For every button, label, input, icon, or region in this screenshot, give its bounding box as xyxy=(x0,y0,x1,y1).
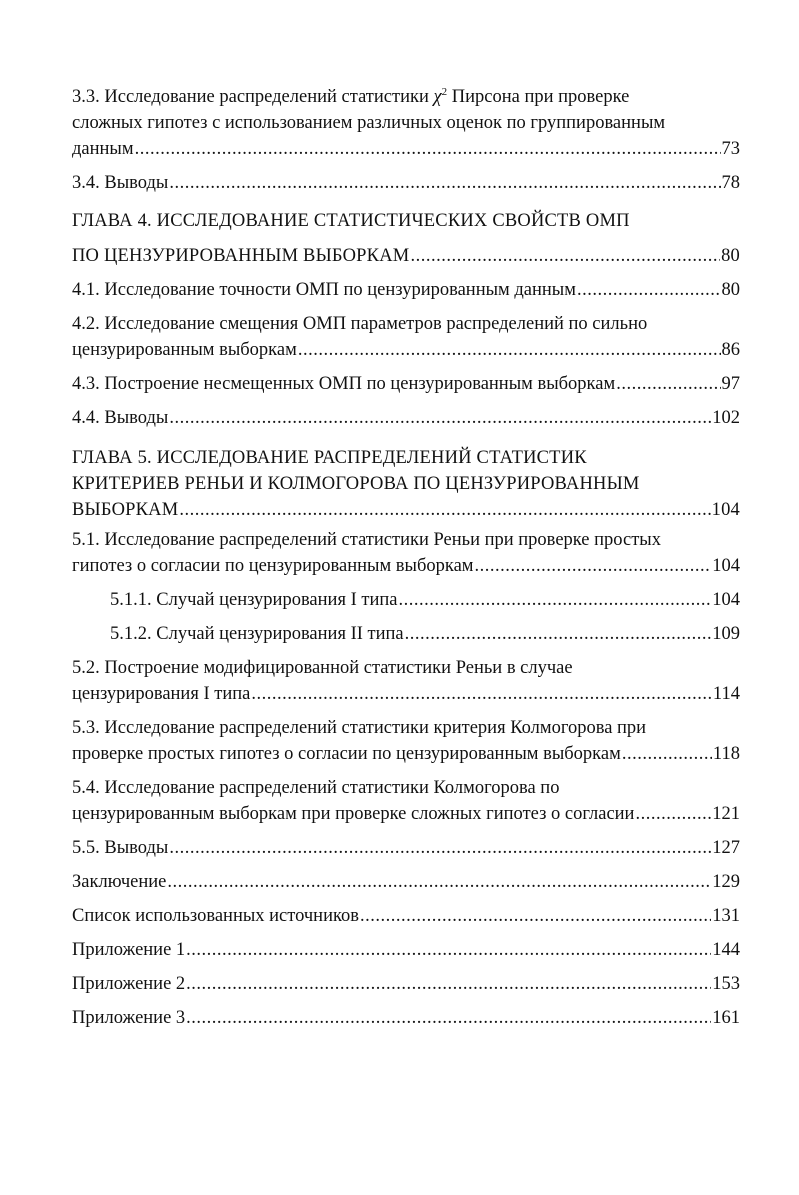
toc-entry-5-2[interactable] xyxy=(72,655,740,707)
leader-dots xyxy=(167,869,711,895)
leader-dots xyxy=(398,587,711,613)
leader-dots xyxy=(410,243,720,269)
toc-entry-4-1[interactable] xyxy=(72,277,740,303)
page-number: 131 xyxy=(712,906,740,926)
leader-dots xyxy=(186,971,711,997)
toc-entry-text: 4.3. Построение несмещенных ОМП по цензурированным выборкам xyxy=(72,374,616,394)
toc-entry-5-1-2[interactable] xyxy=(72,621,740,647)
toc-entry-appendix-2[interactable] xyxy=(72,971,740,997)
toc-entry-conclusion[interactable] xyxy=(72,869,740,895)
leader-dots xyxy=(169,835,711,861)
toc-entry-text: цензурированным выборкам при проверке сложных гипотез о согласии xyxy=(72,804,635,824)
toc-entry-5-5[interactable] xyxy=(72,835,740,861)
leader-dots xyxy=(251,681,712,707)
page-number: 144 xyxy=(712,940,740,960)
page-number: 86 xyxy=(721,340,740,360)
page-number: 129 xyxy=(712,872,740,892)
page-number: 104 xyxy=(712,590,740,610)
leader-dots xyxy=(298,337,721,363)
toc-entry-text: ПО ЦЕНЗУРИРОВАННЫМ ВЫБОРКАМ xyxy=(72,246,410,266)
toc-entry-text: Список использованных источников xyxy=(72,906,360,926)
leader-dots xyxy=(577,277,721,303)
leader-dots xyxy=(360,903,711,929)
toc-entry-text: проверке простых гипотез о согласии по цензурированным выборкам xyxy=(72,744,621,764)
page-number: 104 xyxy=(711,500,740,520)
page-number: 109 xyxy=(712,624,740,644)
toc-entry-text: Заключение xyxy=(72,872,167,892)
page-number: 80 xyxy=(721,280,740,300)
page-number: 118 xyxy=(712,744,740,764)
page-number: 104 xyxy=(712,556,740,576)
toc-entry-text: гипотез о согласии по цензурированным выборкам xyxy=(72,556,474,576)
toc-entry-line: 5.4. Исследование распределений статистики Колмогорова по xyxy=(72,778,560,798)
toc-entry-text: 4.1. Исследование точности ОМП по цензурированным данным xyxy=(72,280,576,300)
toc-chapter-5[interactable] xyxy=(72,445,740,523)
leader-dots xyxy=(179,497,710,523)
toc-entry-line: 5.1. Исследование распределений статистики Реньи при проверке простых xyxy=(72,530,661,550)
toc-entry-text: 3.4. Выводы xyxy=(72,173,169,193)
toc-entry-3-3[interactable] xyxy=(72,84,740,162)
toc-entry-text: 4.4. Выводы xyxy=(72,408,169,428)
chapter-title-line: ГЛАВА 5. ИССЛЕДОВАНИЕ РАСПРЕДЕЛЕНИЙ СТАТИСТИК xyxy=(72,448,587,468)
toc-entry-line: 4.2. Исследование смещения ОМП параметров распределений по сильно xyxy=(72,314,648,334)
page-number: 161 xyxy=(712,1008,740,1028)
toc-chapter-4[interactable] xyxy=(72,208,740,269)
leader-dots xyxy=(405,621,712,647)
leader-dots xyxy=(186,937,711,963)
toc-entry-5-4[interactable] xyxy=(72,775,740,827)
page-number: 78 xyxy=(721,173,740,193)
page-number: 73 xyxy=(721,139,740,159)
toc-entry-text: Приложение 2 xyxy=(72,974,186,994)
toc-entry-appendix-3[interactable] xyxy=(72,1005,740,1031)
page-number: 153 xyxy=(712,974,740,994)
leader-dots xyxy=(622,741,712,767)
toc-entry-4-3[interactable] xyxy=(72,371,740,397)
toc-entry-line xyxy=(72,84,740,110)
page-number: 114 xyxy=(712,684,740,704)
toc-entry-text: данным xyxy=(72,139,134,159)
page-number: 127 xyxy=(712,838,740,858)
page-number: 97 xyxy=(721,374,740,394)
leader-dots xyxy=(169,405,711,431)
toc-entry-5-1[interactable] xyxy=(72,527,740,579)
leader-dots xyxy=(169,170,720,196)
toc-entry-text: Приложение 1 xyxy=(72,940,186,960)
toc-entry-references[interactable] xyxy=(72,903,740,929)
toc-entry-text: 5.5. Выводы xyxy=(72,838,169,858)
toc-entry-text: цензурированным выборкам xyxy=(72,340,297,360)
superscript: 2 xyxy=(441,85,448,98)
chapter-title-line: ГЛАВА 4. ИССЛЕДОВАНИЕ СТАТИСТИЧЕСКИХ СВОЙСТВ ОМП xyxy=(72,211,630,231)
toc-entry-text: 5.1.1. Случай цензурирования I типа xyxy=(110,590,398,610)
toc-entry-appendix-1[interactable] xyxy=(72,937,740,963)
toc-entry-text: цензурирования I типа xyxy=(72,684,251,704)
leader-dots xyxy=(135,136,721,162)
toc-entry-3-4[interactable] xyxy=(72,170,740,196)
leader-dots xyxy=(616,371,720,397)
chi-symbol: χ xyxy=(433,87,442,107)
toc-entry-4-2[interactable] xyxy=(72,311,740,363)
toc-entry-text: 5.1.2. Случай цензурирования II типа xyxy=(110,624,404,644)
chapter-title-line: КРИТЕРИЕВ РЕНЬИ И КОЛМОГОРОВА ПО ЦЕНЗУРИРОВАННЫМ xyxy=(72,474,640,494)
toc-entry-4-4[interactable] xyxy=(72,405,740,431)
toc-entry-line: 5.2. Построение модифицированной статистики Реньи в случае xyxy=(72,658,573,678)
leader-dots xyxy=(475,553,712,579)
leader-dots xyxy=(186,1005,711,1031)
toc-entry-text: Приложение 3 xyxy=(72,1008,186,1028)
page-number: 121 xyxy=(712,804,740,824)
toc-entry-text: Пирсона при проверке xyxy=(447,87,630,107)
toc-entry-5-1-1[interactable] xyxy=(72,587,740,613)
toc-entry-line: 5.3. Исследование распределений статистики критерия Колмогорова при xyxy=(72,718,647,738)
toc-entry-text: ВЫБОРКАМ xyxy=(72,500,179,520)
toc-entry-line: сложных гипотез с использованием различных оценок по группированным xyxy=(72,113,666,133)
page-number: 80 xyxy=(721,246,740,266)
page-number: 102 xyxy=(712,408,740,428)
leader-dots xyxy=(635,801,711,827)
toc-entry-5-3[interactable] xyxy=(72,715,740,767)
toc-entry-text: 3.3. Исследование распределений статистики xyxy=(72,87,434,107)
table-of-contents xyxy=(72,84,740,1031)
